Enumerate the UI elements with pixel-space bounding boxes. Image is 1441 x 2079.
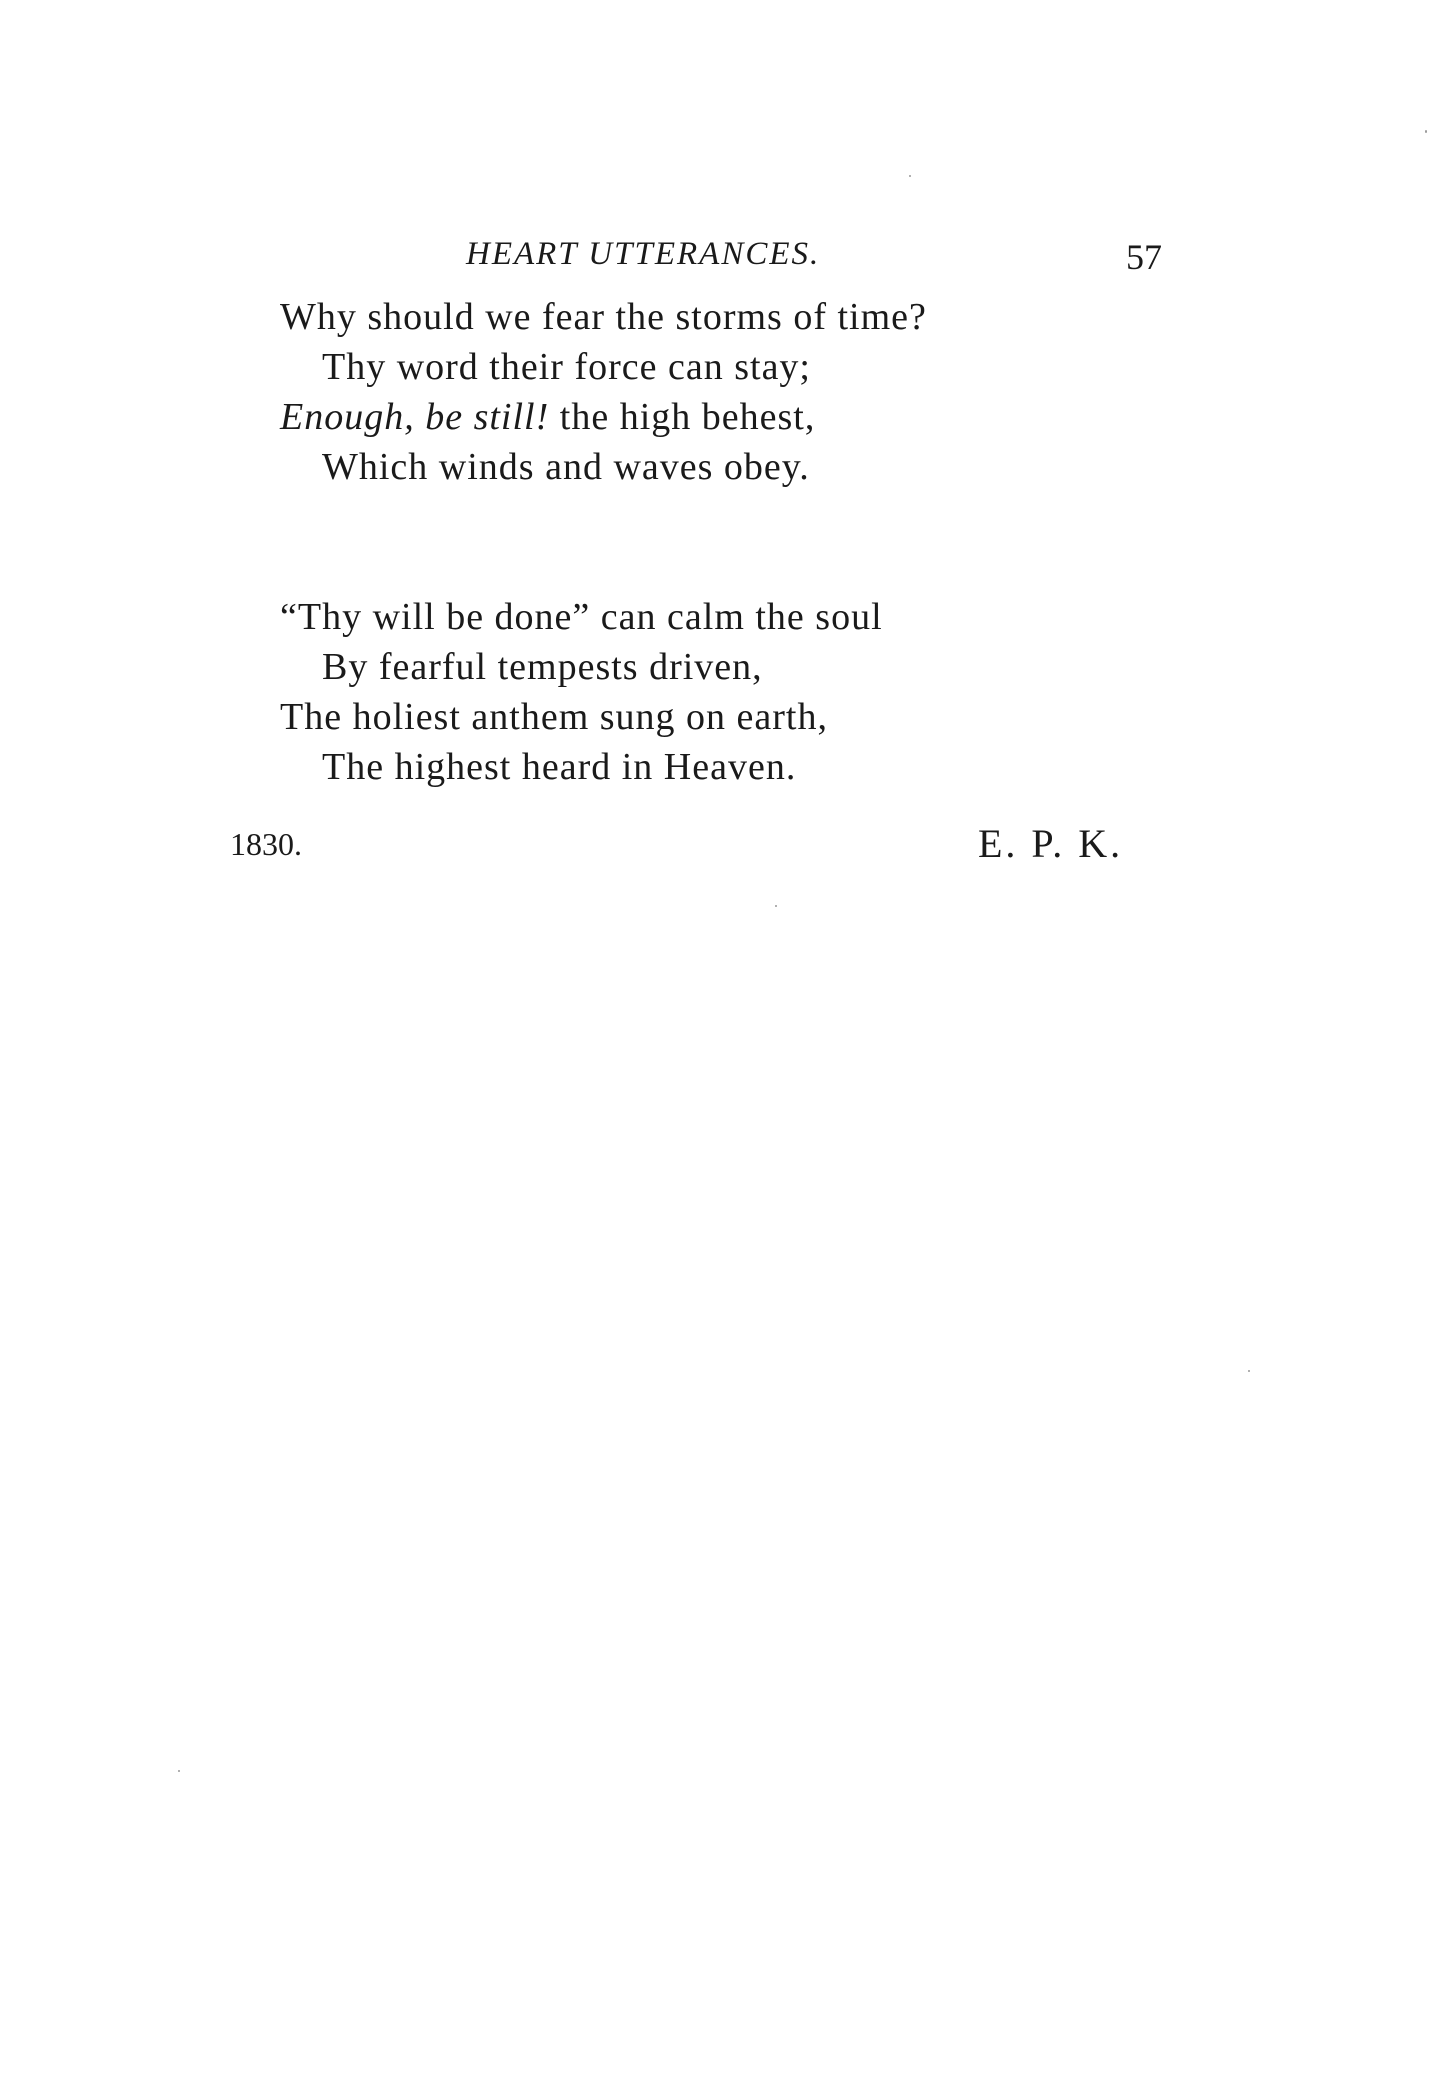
page-number: 57 <box>1126 237 1162 277</box>
scan-speck <box>1425 130 1427 133</box>
scan-speck <box>178 1770 180 1772</box>
poem-line: The highest heard in Heaven. <box>322 746 797 788</box>
poem-line-rest: the high behest, <box>549 396 816 438</box>
poem-line: Why should we fear the storms of time? <box>280 296 927 338</box>
poem-line <box>280 392 927 442</box>
scan-speck <box>909 175 911 177</box>
stanza-2 <box>280 592 883 792</box>
date-line: 1830. <box>230 826 302 862</box>
author-initials: E. P. K. <box>978 821 1124 866</box>
stanza-1 <box>280 292 927 492</box>
emphasized-phrase: Enough, be still! <box>280 396 550 438</box>
scan-speck <box>775 905 777 907</box>
poem-line: Which winds and waves obey. <box>322 446 810 488</box>
scan-speck <box>1248 1370 1250 1372</box>
poem-line: By fearful tempests driven, <box>322 646 763 688</box>
poem-line: Thy word their force can stay; <box>322 346 811 388</box>
poem-line: “Thy will be done” can calm the soul <box>280 596 883 638</box>
poem-line: The holiest anthem sung on earth, <box>280 696 828 738</box>
running-title: HEART UTTERANCES. <box>466 236 821 272</box>
